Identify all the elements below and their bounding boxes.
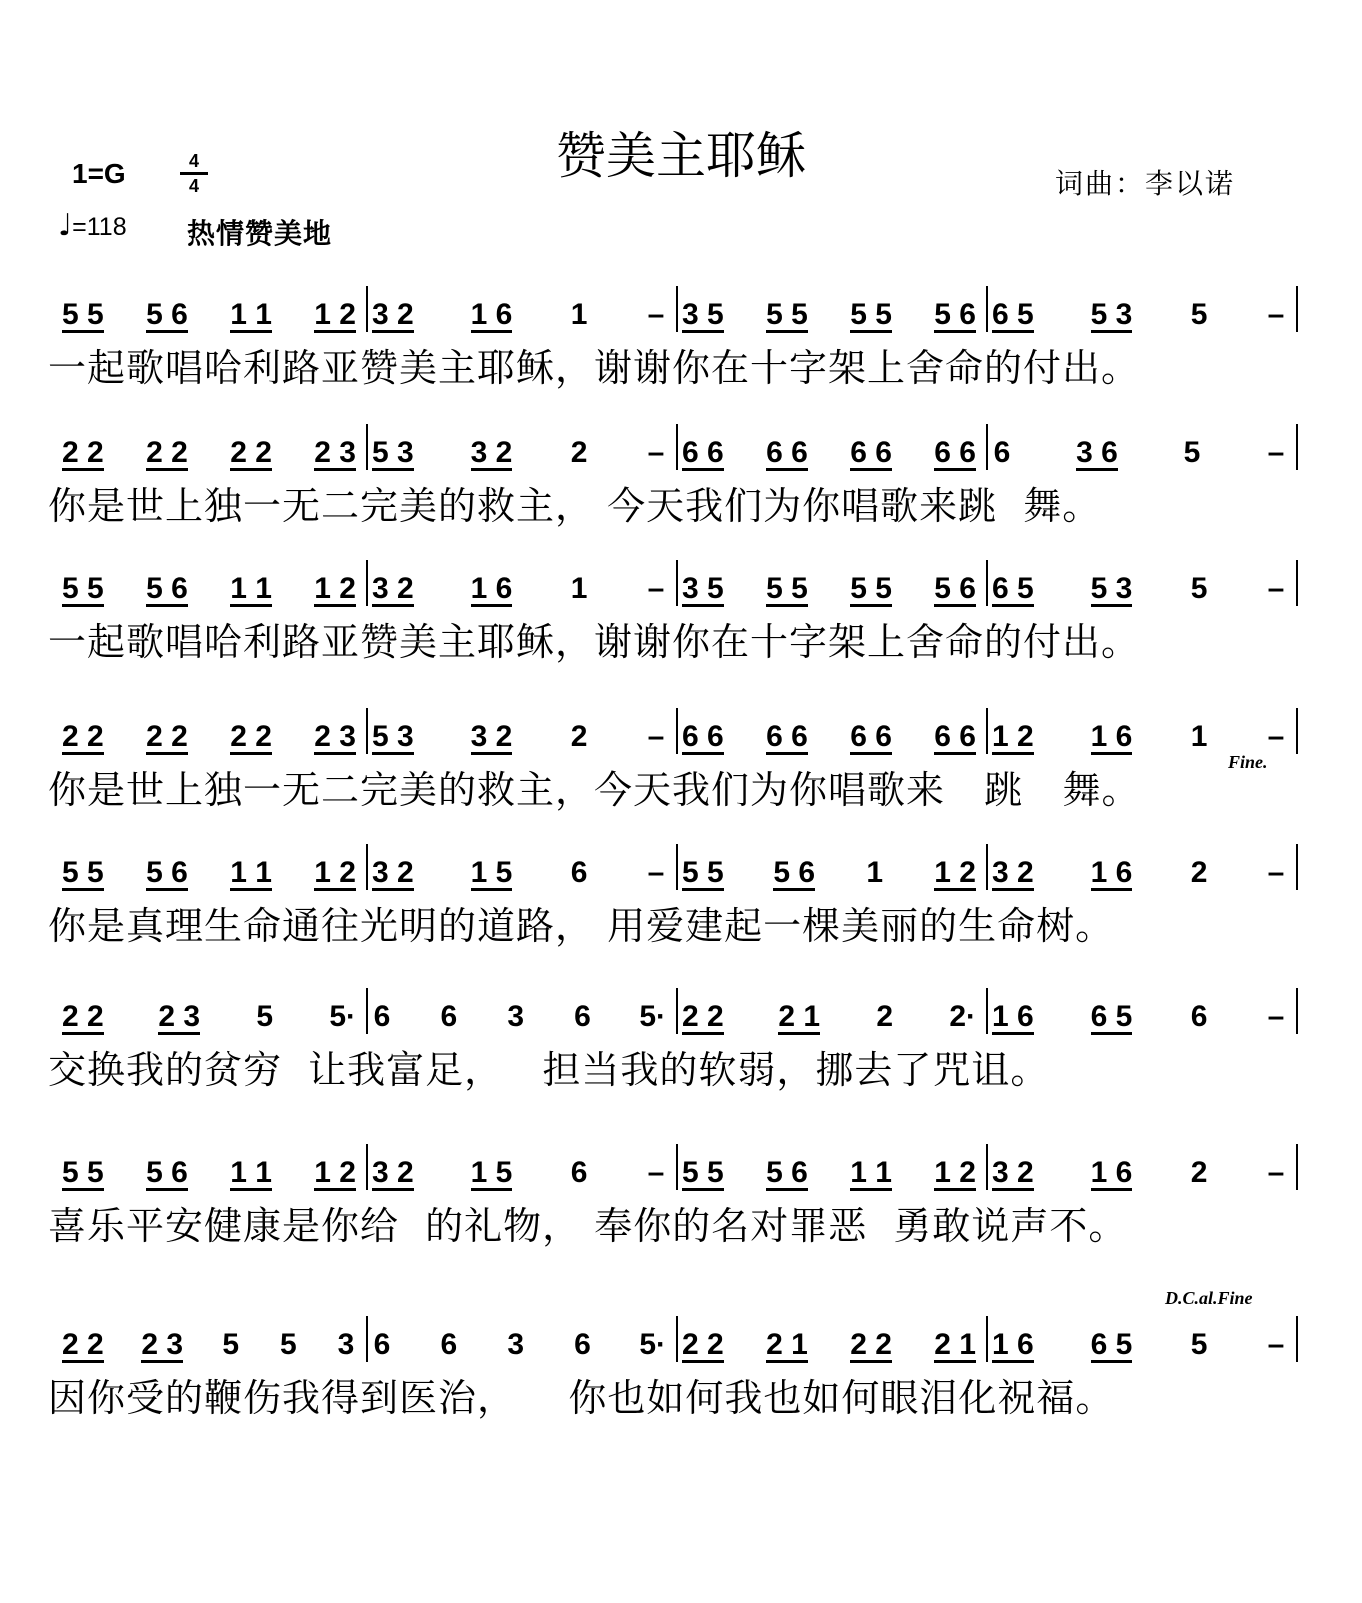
measure — [58, 300, 368, 333]
note-group: 5 3 — [372, 720, 414, 753]
measure — [678, 438, 988, 471]
note-group: 2 2 — [146, 436, 188, 469]
note-group: 2 — [1190, 856, 1208, 889]
note-group: 6 5 — [992, 572, 1034, 605]
note-group: 5 — [256, 1000, 274, 1033]
note-group: 5 5 — [682, 856, 724, 889]
measure — [678, 1158, 988, 1191]
note-group: 3 5 — [682, 572, 724, 605]
note-group: 2 1 — [778, 1000, 821, 1033]
note-group: 5 6 — [773, 856, 816, 889]
lyrics-line: 交换我的贫穷 让我富足， 担当我的软弱，挪去了咒诅。 — [48, 1048, 1050, 1092]
bar-line — [1296, 1144, 1298, 1190]
note-group: 5 6 — [766, 1156, 808, 1189]
note-group: 6 — [1190, 1000, 1208, 1033]
note-group: 5 6 — [934, 298, 976, 331]
note-group: 5 5 — [766, 572, 808, 605]
note-group: 5 6 — [146, 856, 188, 889]
measure — [678, 1002, 988, 1035]
note-group: 5· — [639, 1000, 666, 1033]
note-group: – — [1267, 436, 1285, 469]
note-group: 3 2 — [470, 720, 513, 753]
key-signature: 1=G — [72, 158, 126, 189]
note-group: 5 3 — [372, 436, 414, 469]
bar-line — [1296, 844, 1298, 890]
note-group: 1 6 — [1090, 856, 1133, 889]
note-group: – — [647, 436, 665, 469]
lyrics-line: 一起歌唱哈利路亚赞美主耶稣，谢谢你在十字架上舍命的付出。 — [48, 620, 1141, 664]
note-group: – — [647, 856, 665, 889]
note-group: 1 2 — [314, 298, 356, 331]
note-group: 3 2 — [372, 1156, 414, 1189]
lyrics-line: 你是真理生命通往光明的道路， 用爱建起一棵美丽的生命树。 — [48, 904, 1115, 948]
measure — [368, 300, 678, 333]
note-group: 2 2 — [682, 1328, 724, 1361]
bar-line — [1296, 560, 1298, 606]
measure — [368, 722, 678, 755]
measure — [368, 1158, 678, 1191]
note-group: 5 — [1190, 298, 1208, 331]
lyrics-line: 一起歌唱哈利路亚赞美主耶稣，谢谢你在十字架上舍命的付出。 — [48, 346, 1141, 390]
measure — [988, 438, 1298, 471]
quarter-note-icon: ♩ — [58, 208, 73, 243]
note-group: 5 6 — [146, 1156, 188, 1189]
measure — [988, 1158, 1298, 1191]
note-group: 5 5 — [850, 572, 892, 605]
note-group: 2 2 — [230, 436, 272, 469]
note-group: 1 1 — [230, 572, 272, 605]
note-group: 2 — [570, 436, 588, 469]
note-group: 5 6 — [146, 572, 188, 605]
note-group: 2 2 — [230, 720, 272, 753]
note-group: 3 — [507, 1000, 524, 1033]
note-group: 2 3 — [158, 1000, 201, 1033]
measure — [368, 438, 678, 471]
note-group: 2 — [876, 1000, 894, 1033]
measure — [988, 858, 1298, 891]
note-group: 3 2 — [470, 436, 513, 469]
measure — [988, 1330, 1298, 1363]
note-group: – — [647, 298, 665, 331]
note-group: 1 6 — [470, 572, 513, 605]
note-group: 1 2 — [934, 856, 976, 889]
note-group: 1 2 — [314, 1156, 356, 1189]
note-group: 1 2 — [934, 1156, 976, 1189]
note-group: 3 6 — [1076, 436, 1118, 469]
note-group: 1 — [1190, 720, 1208, 753]
note-group: 1 6 — [1090, 1156, 1133, 1189]
note-group: 1 1 — [230, 298, 272, 331]
note-group: 5 5 — [682, 1156, 724, 1189]
note-group: 2 2 — [62, 1328, 104, 1361]
measure — [678, 574, 988, 607]
note-group: 5 5 — [62, 298, 104, 331]
note-group: 5 3 — [1090, 298, 1133, 331]
lyrics-line: 喜乐平安健康是你给 的礼物， 奉你的名对罪恶 勇敢说声不。 — [48, 1204, 1128, 1248]
measure — [368, 858, 678, 891]
note-group: 6 — [574, 1000, 591, 1033]
note-group: 2 — [1190, 1156, 1208, 1189]
note-group: 5 6 — [934, 572, 976, 605]
note-group: 2 1 — [766, 1328, 808, 1361]
note-group: 5 5 — [62, 1156, 104, 1189]
note-group: – — [1267, 1000, 1285, 1033]
note-group: 6 — [570, 1156, 588, 1189]
measure — [988, 300, 1298, 333]
note-group: 1 6 — [992, 1000, 1034, 1033]
measure — [678, 722, 988, 755]
note-group: 5· — [639, 1328, 666, 1361]
note-group: 6 6 — [934, 436, 976, 469]
note-group: 6 6 — [766, 436, 808, 469]
note-group: 5 5 — [850, 298, 892, 331]
note-group: 2 2 — [62, 1000, 104, 1033]
note-group: 1 2 — [992, 720, 1034, 753]
note-group: 1 5 — [470, 856, 513, 889]
note-group: 1 — [866, 856, 883, 889]
note-group: 1 1 — [230, 856, 272, 889]
bar-line — [1296, 1316, 1298, 1362]
measure — [678, 300, 988, 333]
dc-al-fine-mark: D.C.al.Fine — [1165, 1288, 1253, 1308]
note-group: 1 1 — [850, 1156, 892, 1189]
note-group: 5 — [280, 1328, 297, 1361]
measure — [988, 574, 1298, 607]
note-group: 5· — [329, 1000, 356, 1033]
note-group: 6 — [373, 1328, 391, 1361]
measure — [368, 574, 678, 607]
meter-divider — [180, 172, 208, 175]
note-group: 2 2 — [62, 436, 104, 469]
note-group: 1 6 — [1090, 720, 1133, 753]
measure — [988, 722, 1298, 755]
note-group: 5 5 — [766, 298, 808, 331]
lyrics-line: 因你受的鞭伤我得到医治， 你也如何我也如何眼泪化祝福。 — [48, 1376, 1115, 1420]
note-group: 6 6 — [850, 436, 892, 469]
note-group: – — [1267, 572, 1285, 605]
note-group: 1 5 — [470, 1156, 513, 1189]
note-group: – — [1267, 298, 1285, 331]
lyrics-line: 你是世上独一无二完美的救主， 今天我们为你唱歌来跳 舞。 — [48, 484, 1102, 528]
note-group: 5 6 — [146, 298, 188, 331]
note-group: 5 — [1190, 572, 1208, 605]
note-group: – — [1267, 1156, 1285, 1189]
note-group: 5 5 — [62, 856, 104, 889]
bar-line — [1296, 286, 1298, 332]
note-group: – — [1267, 720, 1285, 753]
note-group: 6 6 — [682, 720, 724, 753]
measure — [58, 1330, 368, 1363]
measure — [678, 858, 988, 891]
note-group: 1 6 — [470, 298, 513, 331]
note-group: 6 — [570, 856, 588, 889]
note-group: 1 6 — [992, 1328, 1034, 1361]
note-group: 6 6 — [934, 720, 976, 753]
note-group: 2 3 — [314, 436, 356, 469]
note-group: 5 3 — [1090, 572, 1133, 605]
note-group: 5 — [1190, 1328, 1208, 1361]
note-group: 6 — [574, 1328, 591, 1361]
note-group: – — [1267, 856, 1285, 889]
note-group: 2 — [570, 720, 588, 753]
note-group: – — [647, 720, 665, 753]
note-group: 3 5 — [682, 298, 724, 331]
note-group: 6 5 — [1090, 1000, 1133, 1033]
note-group: 6 6 — [682, 436, 724, 469]
note-group: 6 6 — [850, 720, 892, 753]
note-group: 6 — [373, 1000, 391, 1033]
note-group: 3 — [507, 1328, 524, 1361]
note-group: 2 2 — [62, 720, 104, 753]
bar-line — [1296, 424, 1298, 470]
note-group: 3 2 — [992, 1156, 1034, 1189]
measure — [58, 438, 368, 471]
note-group: 5 — [222, 1328, 240, 1361]
note-group: 2 2 — [682, 1000, 724, 1033]
composer-credit: 词曲：李以诺 — [1055, 167, 1236, 200]
measure — [678, 1330, 988, 1363]
note-group: – — [647, 572, 665, 605]
note-group: 6 5 — [992, 298, 1034, 331]
bar-line — [1296, 708, 1298, 754]
measure — [58, 574, 368, 607]
note-group: 2 2 — [850, 1328, 892, 1361]
note-group: 3 2 — [372, 572, 414, 605]
measure — [58, 1158, 368, 1191]
measure — [58, 722, 368, 755]
note-group: 3 2 — [992, 856, 1034, 889]
lyrics-line: 你是世上独一无二完美的救主，今天我们为你唱歌来 跳 舞。 — [48, 768, 1141, 812]
note-group: 3 2 — [372, 298, 414, 331]
tempo-marking: ♩=118 — [58, 208, 127, 243]
note-group: 6 — [440, 1000, 458, 1033]
note-group: – — [647, 1156, 665, 1189]
measure — [58, 858, 368, 891]
measure — [58, 1002, 368, 1035]
meter-bottom: 4 — [188, 176, 199, 196]
measure — [988, 1002, 1298, 1035]
expression-marking: 热情赞美地 — [187, 217, 333, 250]
note-group: 2· — [949, 1000, 976, 1033]
note-group: 1 2 — [314, 856, 356, 889]
note-group: 3 — [337, 1328, 355, 1361]
note-group: 1 — [570, 298, 588, 331]
time-signature — [180, 152, 208, 195]
note-group: 2 1 — [934, 1328, 976, 1361]
note-group: 2 2 — [146, 720, 188, 753]
note-group: 6 — [440, 1328, 458, 1361]
note-group: 2 3 — [141, 1328, 184, 1361]
note-group: 6 5 — [1090, 1328, 1133, 1361]
note-group: 1 2 — [314, 572, 356, 605]
note-group: 1 1 — [230, 1156, 272, 1189]
note-group: 1 — [570, 572, 588, 605]
bar-line — [1296, 988, 1298, 1034]
page-title: 赞美主耶稣 — [556, 127, 806, 185]
note-group: 6 — [993, 436, 1011, 469]
note-group: – — [1267, 1328, 1285, 1361]
meter-top: 4 — [188, 151, 199, 171]
note-group: 2 3 — [314, 720, 356, 753]
measure — [368, 1002, 678, 1032]
note-group: 6 6 — [766, 720, 808, 753]
fine-mark: Fine. — [1228, 752, 1268, 772]
note-group: 3 2 — [372, 856, 414, 889]
measure — [368, 1330, 678, 1360]
note-group: 5 — [1183, 436, 1201, 469]
note-group: 5 5 — [62, 572, 104, 605]
